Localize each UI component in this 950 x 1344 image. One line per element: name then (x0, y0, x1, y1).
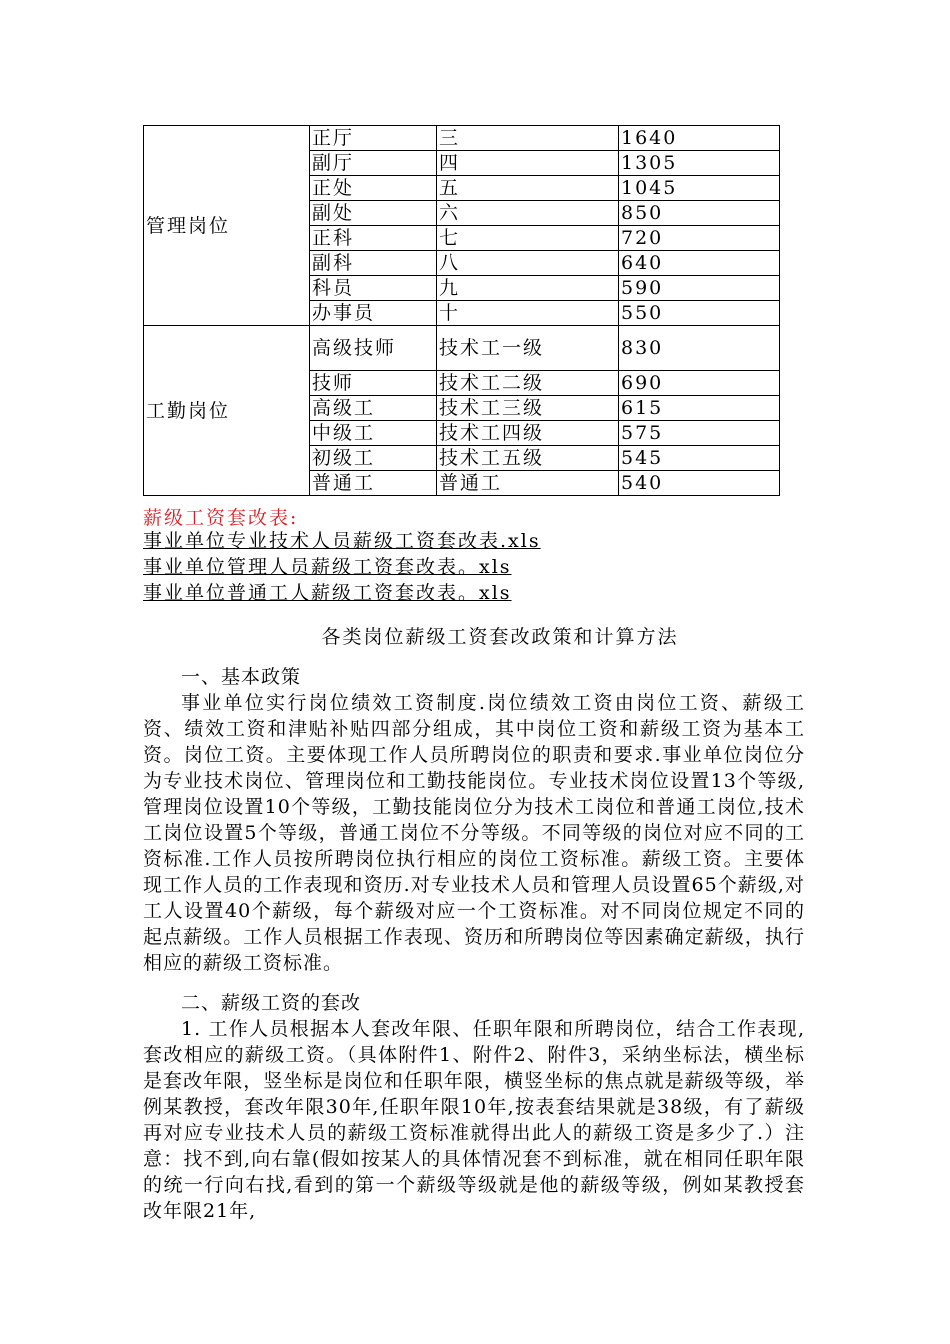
attachment-link-professional[interactable]: 事业单位专业技术人员薪级工资套改表.xls (143, 530, 541, 552)
section-heading: 一、基本政策 (181, 666, 302, 688)
level-cell: 五 (437, 176, 619, 201)
salary-cell: 1305 (619, 151, 780, 176)
post-cell: 副厅 (310, 151, 437, 176)
post-cell: 高级工 (310, 396, 437, 421)
post-cell: 普通工 (310, 471, 437, 496)
level-cell: 九 (437, 276, 619, 301)
level-cell: 技术工三级 (437, 396, 619, 421)
salary-cell: 640 (619, 251, 780, 276)
level-cell: 十 (437, 301, 619, 326)
section-heading: 二、薪级工资的套改 (181, 992, 362, 1014)
post-cell: 初级工 (310, 446, 437, 471)
level-cell: 四 (437, 151, 619, 176)
salary-table (143, 125, 780, 496)
post-cell: 副科 (310, 251, 437, 276)
section-paragraph: 事业单位实行岗位绩效工资制度.岗位绩效工资由岗位工资、薪级工资、绩效工资和津贴补贴四部分组成，其中岗位工资和薪级工资为基本工资。岗位工资。主要体现工作人员所聘岗位的职责和要求.事业单位岗位分为专业技术岗位、管理岗位和工勤技能岗位。专业技术岗位设置13个等级,管理岗位设置10个等级，工勤技能岗位分为技术工岗位和普通工岗位,技术工岗位设置5个等级，普通工岗位不分等级。不同等级的岗位对应不同的工资标准.工作人员按所聘岗位执行相应的岗位工资标准。薪级工资。主要体现工作人员的工作表现和资历.对专业技术人员和管理人员设置65个薪级,对工人设置40个薪级，每个薪级对应一个工资标准。对不同岗位规定不同的起点薪级。工作人员根据工作表现、资历和所聘岗位等因素确定薪级，执行相应的薪级工资标准。 (143, 692, 805, 974)
salary-cell: 615 (619, 396, 780, 421)
level-cell: 技术工二级 (437, 371, 619, 396)
post-cell: 科员 (310, 276, 437, 301)
category-cell: 工勤岗位 (144, 326, 310, 496)
post-cell: 办事员 (310, 301, 437, 326)
salary-cell: 590 (619, 276, 780, 301)
section-salary-conversion (143, 990, 805, 1224)
table-row (144, 326, 780, 371)
post-cell: 高级技师 (310, 326, 437, 371)
level-cell: 六 (437, 201, 619, 226)
salary-cell: 545 (619, 446, 780, 471)
salary-cell: 690 (619, 371, 780, 396)
table-row (144, 126, 780, 151)
post-cell: 正处 (310, 176, 437, 201)
salary-cell: 1045 (619, 176, 780, 201)
post-cell: 技师 (310, 371, 437, 396)
level-cell: 技术工四级 (437, 421, 619, 446)
salary-cell: 1640 (619, 126, 780, 151)
attachment-link-workers[interactable]: 事业单位普通工人薪级工资套改表。xls (143, 582, 512, 604)
salary-cell: 540 (619, 471, 780, 496)
post-cell: 中级工 (310, 421, 437, 446)
salary-cell: 830 (619, 326, 780, 371)
salary-cell: 550 (619, 301, 780, 326)
category-cell: 管理岗位 (144, 126, 310, 326)
attachment-links (143, 528, 541, 606)
level-cell: 七 (437, 226, 619, 251)
level-cell: 八 (437, 251, 619, 276)
level-cell: 三 (437, 126, 619, 151)
salary-table-heading: 薪级工资套改表: (143, 507, 299, 529)
attachment-link-management[interactable]: 事业单位管理人员薪级工资套改表。xls (143, 556, 512, 578)
salary-cell: 850 (619, 201, 780, 226)
level-cell: 技术工五级 (437, 446, 619, 471)
section-paragraph: 1. 工作人员根据本人套改年限、任职年限和所聘岗位，结合工作表现,套改相应的薪级工资。（具体附件1、附件2、附件3，采纳坐标法，横坐标是套改年限，竖坐标是岗位和任职年限，横竖坐标的焦点就是薪级等级，举例某教授，套改年限30年,任职年限10年,按表套结果就是38级，有了薪级再对应专业技术人员的薪级工资标准就得出此人的薪级工资是多少了.）注意：找不到,向右靠(假如按某人的具体情况套不到标准，就在相同任职年限的统一行向右找,看到的第一个薪级等级就是他的薪级等级，例如某教授套改年限21年, (143, 1018, 805, 1222)
section-basic-policy (143, 664, 805, 976)
document-title: 各类岗位薪级工资套改政策和计算方法 (321, 626, 679, 648)
post-cell: 正科 (310, 226, 437, 251)
salary-cell: 720 (619, 226, 780, 251)
level-cell: 技术工一级 (437, 326, 619, 371)
post-cell: 副处 (310, 201, 437, 226)
post-cell: 正厅 (310, 126, 437, 151)
level-cell: 普通工 (437, 471, 619, 496)
salary-cell: 575 (619, 421, 780, 446)
